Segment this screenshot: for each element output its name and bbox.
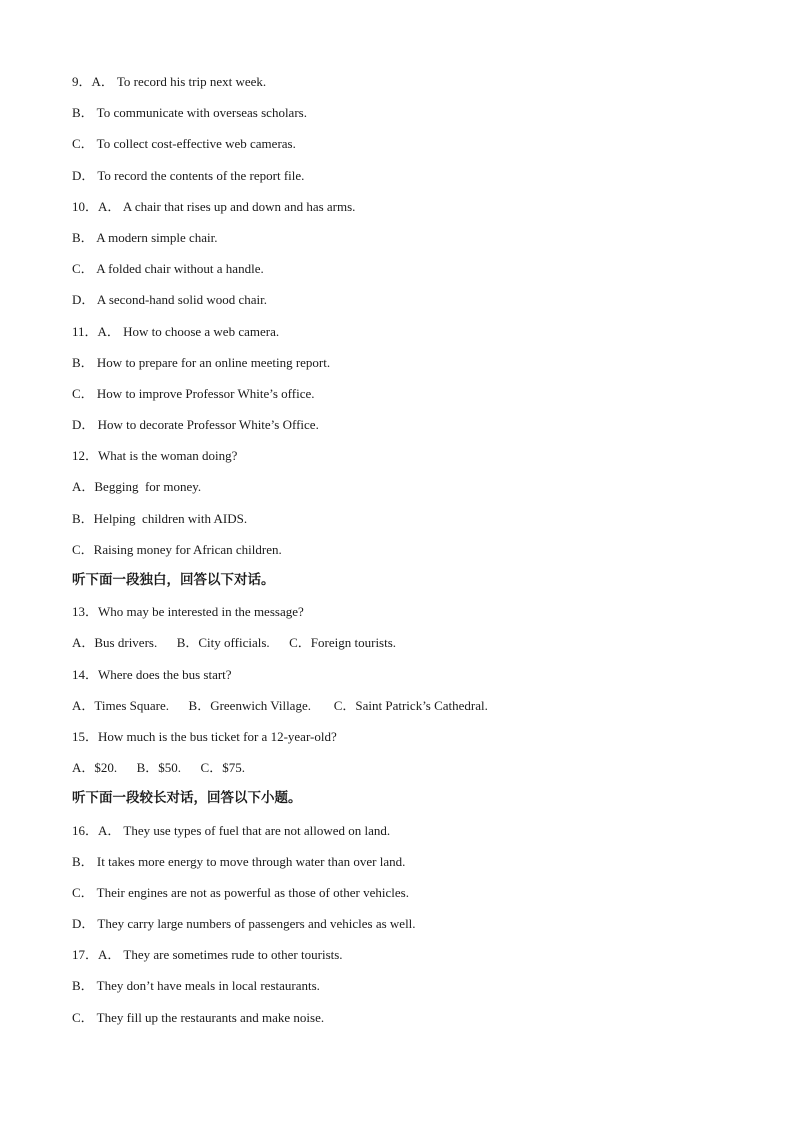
q12-option-c: C．Raising money for African children.: [72, 541, 282, 557]
q10-option-d: D． A second-hand solid wood chair.: [72, 292, 267, 308]
q9-option-c: C． To collect cost-effective web cameras.: [72, 136, 296, 152]
q13-options: A．Bus drivers. B．City officials. C．Foreign tourists.: [72, 635, 397, 651]
q17-option-a: 17．A． They are sometimes rude to other tourists.: [72, 947, 343, 963]
q11-option-b: B． How to prepare for an online meeting report.: [72, 354, 331, 370]
q14-options: A．Times Square. B．Greenwich Village. C．Saint Patrick’s Cathedral.: [72, 697, 488, 713]
document-page: [72, 66, 732, 1033]
q12-option-b: B．Helping children with AIDS.: [72, 510, 248, 526]
q17-option-b: B． They don’t have meals in local restaurants.: [72, 978, 320, 994]
q11-option-d: D． How to decorate Professor White’s Office.: [72, 417, 319, 433]
q13-question: 13．Who may be interested in the message?: [72, 604, 304, 620]
q11-option-c: C． How to improve Professor White’s office.: [72, 385, 315, 401]
q15-options: A．$20. B．$50. C．$75.: [72, 760, 245, 776]
q16-option-c: C． Their engines are not as powerful as those of other vehicles.: [72, 884, 409, 900]
q12-question: 12．What is the woman doing?: [72, 448, 238, 464]
q9-option-b: B． To communicate with overseas scholars.: [72, 105, 307, 121]
q17-option-c: C． They fill up the restaurants and make noise.: [72, 1009, 325, 1025]
q16-option-b: B． It takes more energy to move through water than over land.: [72, 853, 406, 869]
q10-option-a: 10．A． A chair that rises up and down and has arms.: [72, 198, 356, 214]
q16-option-a: 16．A． They use types of fuel that are not allowed on land.: [72, 822, 391, 838]
q14-question: 14．Where does the bus start?: [72, 666, 232, 682]
q9-option-a: 9．A． To record his trip next week.: [72, 74, 267, 89]
q10-option-c: C． A folded chair without a handle.: [72, 261, 264, 277]
q11-option-a: 11．A． How to choose a web camera.: [72, 323, 280, 339]
q16-option-d: D． They carry large numbers of passengers and vehicles as well.: [72, 916, 416, 932]
section-heading-monologue: 听下面一段独白，回答以下对话。: [72, 572, 275, 588]
q15-question: 15．How much is the bus ticket for a 12-year-old?: [72, 728, 337, 744]
q10-option-b: B． A modern simple chair.: [72, 229, 218, 245]
section-heading-long-dialogue: 听下面一段较长对话，回答以下小题。: [72, 790, 302, 807]
q9-option-d: D． To record the contents of the report file.: [72, 167, 305, 183]
q12-option-a: A．Begging for money.: [72, 479, 202, 495]
